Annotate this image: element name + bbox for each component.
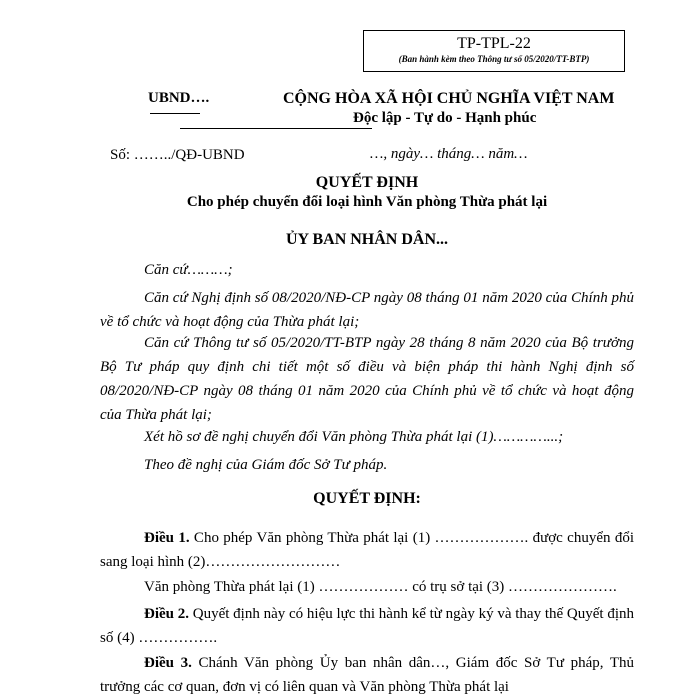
country-name: CỘNG HÒA XÃ HỘI CHỦ NGHĨA VIỆT NAM (283, 90, 615, 107)
issuer: ỦY BAN NHÂN DÂN... (285, 231, 449, 248)
place-date: …, ngày… tháng… năm… (370, 146, 528, 162)
article-1-text: Cho phép Văn phòng Thừa phát lại (1) ………………. được chuyển đổi sang loại hình (2)……………………… (100, 530, 634, 570)
national-motto: Độc lập - Tự do - Hạnh phúc (353, 110, 537, 126)
article-1-extra: Văn phòng Thừa phát lại (1) ……………… có trụ sở tại (3) …………………. (144, 579, 617, 595)
legal-basis-1: Căn cứ………; (144, 262, 233, 278)
article-2-text: Quyết định này có hiệu lực thi hành kể từ ngày ký và thay thế Quyết định số (4) ……………. (100, 606, 634, 646)
form-note: (Ban hành kèm theo Thông tư số 05/2020/TT-BTP) (398, 54, 590, 64)
document-type: QUYẾT ĐỊNH (315, 174, 419, 191)
authority-underline (150, 113, 200, 114)
article-2 (100, 602, 634, 650)
article-1 (100, 526, 634, 574)
document-number: Số: ……../QĐ-UBND (110, 147, 245, 163)
article-3-text: Chánh Văn phòng Ủy ban nhân dân…, Giám đốc Sở Tư pháp, Thủ trưởng các cơ quan, đơn vị có liên quan và Văn phòng Thừa phát lại (100, 655, 635, 695)
legal-basis-2: Căn cứ Nghị định số 08/2020/NĐ-CP ngày 08 tháng 01 năm 2020 của Chính phủ về tổ chức và hoạt động của Thừa phát lại; (100, 290, 634, 330)
decision-heading: QUYẾT ĐỊNH: (313, 490, 421, 507)
form-code-box (363, 30, 625, 72)
article-2-label: Điều 2. (144, 606, 190, 622)
issuing-authority: UBND…. (148, 90, 210, 106)
document-subject: Cho phép chuyển đổi loại hình Văn phòng Thừa phát lại (186, 194, 548, 210)
article-1-label: Điều 1. (144, 530, 190, 546)
article-3 (100, 651, 634, 699)
legal-basis-3: Căn cứ Thông tư số 05/2020/TT-BTP ngày 28 tháng 8 năm 2020 của Bộ trưởng Bộ Tư pháp quy định chi tiết một số điều và biện pháp thi hành Nghị định số 08/2020/NĐ-CP ngày 08 tháng 01 năm 2020 của Chính phủ về tổ chức và hoạt động của Thừa phát lại; (100, 335, 634, 423)
article-3-label: Điều 3. (144, 655, 192, 671)
legal-basis-5: Theo đề nghị của Giám đốc Sở Tư pháp. (144, 457, 388, 473)
form-code: TP-TPL-22 (457, 35, 531, 52)
header-rule (180, 128, 372, 129)
legal-basis-4: Xét hồ sơ đề nghị chuyển đổi Văn phòng Thừa phát lại (1)…………...; (144, 429, 564, 445)
